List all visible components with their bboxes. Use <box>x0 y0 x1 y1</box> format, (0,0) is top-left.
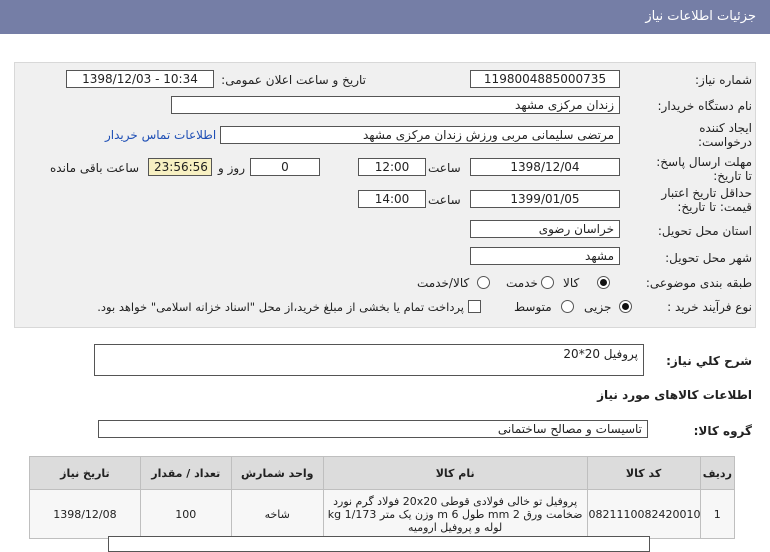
goods-group-label: گروه کالا: <box>693 424 752 438</box>
process-radio-medium[interactable] <box>561 300 574 313</box>
validity-time-field: 14:00 <box>358 190 426 208</box>
cell-unit: شاخه <box>231 490 323 539</box>
description-label: شرح کلي نياز: <box>666 354 752 368</box>
requester-field: مرتضی سلیمانی مربی ورزش زندان مرکزی مشهد <box>220 126 620 144</box>
page-header <box>0 0 770 34</box>
cell-item-name: پروفیل تو خالی فولادی قوطی 20x20 فولاد گرم نورد ضخامت ورق 2 mm طول 6 m وزن یک متر 1/173 kg لوله و پروفیل ارومیه <box>323 490 587 539</box>
days-remaining-field: 0 <box>250 158 320 176</box>
page-title: جزئیات اطلاعات نیاز <box>645 9 756 24</box>
buyer-contact-link[interactable]: اطلاعات تماس خریدار <box>105 128 217 142</box>
category-option-goods: کالا <box>563 276 580 290</box>
category-radio-goods[interactable] <box>597 276 610 289</box>
category-label: طبقه بندی موضوعی: <box>645 276 752 290</box>
process-radio-minor[interactable] <box>619 300 632 313</box>
header-need-date: تاریخ نیاز <box>30 457 141 490</box>
next-section-box <box>108 536 650 552</box>
city-field: مشهد <box>470 247 620 265</box>
cell-row: 1 <box>700 490 734 539</box>
category-radio-service[interactable] <box>541 276 554 289</box>
category-option-goods-service: کالا/خدمت <box>417 276 470 290</box>
treasury-note: پرداخت تمام یا بخشی از مبلغ خرید،از محل "اسناد خزانه اسلامی" خواهد بود. <box>97 300 464 314</box>
validity-time-label: ساعت <box>428 193 461 207</box>
time-remaining-field: 23:56:56 <box>148 158 212 176</box>
province-field: خراسان رضوی <box>470 220 620 238</box>
treasury-checkbox[interactable] <box>468 300 481 313</box>
process-option-minor: جزیی <box>584 300 612 314</box>
reply-deadline-label-2: تا تاریخ: <box>713 169 752 183</box>
reply-date-field: 1398/12/04 <box>470 158 620 176</box>
cell-quantity: 100 <box>140 490 231 539</box>
city-label: شهر محل تحویل: <box>665 251 752 265</box>
validity-label-1: حداقل تاریخ اعتبار <box>661 186 752 200</box>
category-option-service: خدمت <box>506 276 538 290</box>
reply-time-label: ساعت <box>428 161 461 175</box>
header-row: ردیف <box>700 457 734 490</box>
header-quantity: تعداد / مقدار <box>140 457 231 490</box>
goods-group-field: تاسیسات و مصالح ساختمانی <box>98 420 648 438</box>
goods-table <box>29 456 735 539</box>
province-label: استان محل تحویل: <box>657 224 752 238</box>
requester-label-2: درخواست: <box>698 135 752 149</box>
announce-datetime-label: تاریخ و ساعت اعلان عمومی: <box>221 73 366 87</box>
category-radio-goods-service[interactable] <box>477 276 490 289</box>
process-type-label: نوع فرآیند خرید : <box>667 300 752 314</box>
validity-label-2: قیمت: تا تاریخ: <box>677 200 752 214</box>
header-item-code: کد کالا <box>587 457 700 490</box>
table-row <box>30 490 735 539</box>
validity-date-field: 1399/01/05 <box>470 190 620 208</box>
reply-time-field: 12:00 <box>358 158 426 176</box>
buyer-org-field: زندان مرکزی مشهد <box>171 96 620 114</box>
requester-label-1: ایجاد کننده <box>699 121 752 135</box>
goods-info-heading: اطلاعات کالاهای مورد نیاز <box>597 388 752 402</box>
process-option-medium: متوسط <box>514 300 552 314</box>
time-remaining-label: ساعت باقی مانده <box>50 161 140 175</box>
cell-item-code: 0821110082420010 <box>587 490 700 539</box>
need-number-label: شماره نیاز: <box>695 73 752 87</box>
header-unit: واحد شمارش <box>231 457 323 490</box>
buyer-org-label: نام دستگاه خریدار: <box>657 99 752 113</box>
announce-datetime-field: 1398/12/03 - 10:34 <box>66 70 214 88</box>
table-header-row <box>30 457 735 490</box>
day-and-label: روز و <box>218 161 245 175</box>
need-number-field: 1198004885000735 <box>470 70 620 88</box>
cell-need-date: 1398/12/08 <box>30 490 141 539</box>
reply-deadline-label-1: مهلت ارسال پاسخ: <box>656 155 752 169</box>
header-item-name: نام کالا <box>323 457 587 490</box>
description-field: پروفیل 20*20 <box>94 344 644 376</box>
